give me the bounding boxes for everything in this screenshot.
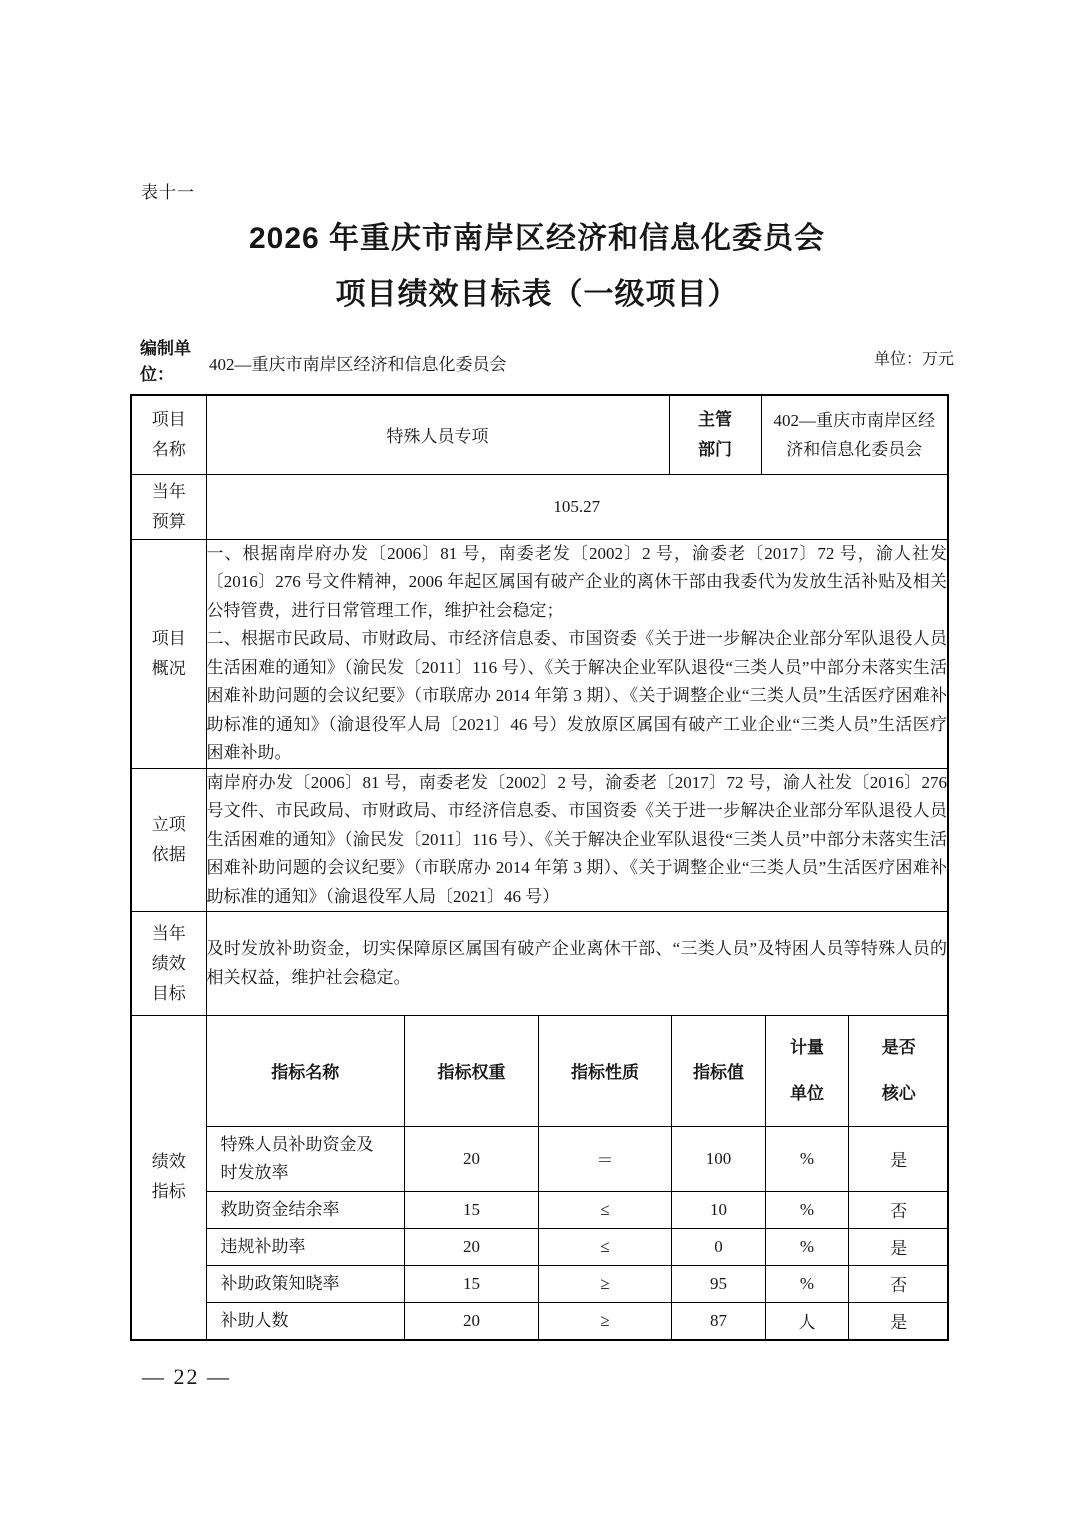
indicator-name: 补助政策知晓率: [207, 1265, 405, 1302]
table-row: [131, 395, 948, 474]
budget-value: 105.27: [206, 474, 948, 539]
indicator-weight: 20: [405, 1302, 539, 1339]
indicator-value: 0: [672, 1228, 766, 1265]
indicators-header-row: [207, 1016, 949, 1126]
overview-text: [206, 539, 948, 768]
indicator-name: 违规补助率: [207, 1228, 405, 1265]
row-label-project-name: 项目名称: [131, 395, 206, 474]
header-measure-unit: 计量单位: [766, 1016, 849, 1126]
prepared-by-value: 402—重庆市南岸区经济和信息化委员会: [209, 355, 507, 374]
overview-item-1: 一、根据南岸府办发〔2006〕81 号，南委老发〔2002〕2 号，渝委老〔2017〕72 号，渝人社发〔2016〕276 号文件精神，2006 年起区属国有破产企业的离休干部由我委代为发放生活补贴及相关公特管费，进行日常管理工作，维护社会稳定；: [206, 543, 947, 620]
indicators-table: [207, 1016, 949, 1339]
performance-target-table: [130, 394, 949, 1341]
indicator-value: 87: [672, 1302, 766, 1339]
indicator-row: [207, 1265, 949, 1302]
header-indicator-name: 指标名称: [207, 1016, 405, 1126]
table-row: [131, 474, 948, 539]
prepared-by-row: [0, 334, 1074, 392]
indicator-weight: 15: [405, 1191, 539, 1228]
overview-item-2: 二、根据市民政局、市财政局、市经济信息委、市国资委《关于进一步解决企业部分军队退役人员生活困难的通知》（渝民发〔2011〕116 号）、《关于解决企业军队退役“三类人员”中部分未落实生活困难补助问题的会议纪要》（市联席办 2014 年第 3 期）、《关于调整企业“三类人员”生活医疗困难补助标准的通知》（渝退役军人局〔2021〕46 号）发放原区属国有破产工业企业“三类人员”生活医疗困难补助。: [206, 629, 947, 762]
indicator-weight: 20: [405, 1126, 539, 1191]
indicator-nature: ≥: [539, 1302, 672, 1339]
indicator-weight: 20: [405, 1228, 539, 1265]
row-label-indicators: 绩效指标: [131, 1016, 206, 1340]
indicator-row: [207, 1302, 949, 1339]
indicator-row: [207, 1126, 949, 1191]
table-row: [131, 1016, 948, 1340]
header-indicator-nature: 指标性质: [539, 1016, 672, 1126]
header-indicator-weight: 指标权重: [405, 1016, 539, 1126]
indicator-core: 否: [849, 1191, 949, 1228]
row-label-overview: 项目概况: [131, 539, 206, 768]
indicators-cell: [206, 1016, 948, 1340]
indicator-core: 是: [849, 1228, 949, 1265]
indicator-nature: ≥: [539, 1265, 672, 1302]
indicator-unit: %: [766, 1126, 849, 1191]
indicator-value: 10: [672, 1191, 766, 1228]
indicator-nature: ≤: [539, 1228, 672, 1265]
header-is-core: 是否核心: [849, 1016, 949, 1126]
indicator-core: 否: [849, 1265, 949, 1302]
row-label-annual-goal: 当年绩效目标: [131, 912, 206, 1016]
header-indicator-value: 指标值: [672, 1016, 766, 1126]
table-row: [131, 768, 948, 912]
document-title: [0, 222, 1074, 312]
indicator-value: 95: [672, 1265, 766, 1302]
indicator-core: 是: [890, 1313, 908, 1332]
indicator-unit: 人: [766, 1302, 849, 1339]
table-row: [131, 539, 948, 768]
row-label-budget: 当年预算: [131, 474, 206, 539]
indicator-row: [207, 1191, 949, 1228]
indicator-core: 是: [849, 1126, 949, 1191]
indicator-name: 救助资金结余率: [207, 1191, 405, 1228]
indicator-name: 补助人数: [207, 1302, 405, 1339]
indicator-unit: %: [766, 1191, 849, 1228]
document-title-line2: 项目绩效目标表（一级项目）: [335, 278, 739, 311]
page-number: — 22 —: [142, 1364, 231, 1389]
indicator-name: 特殊人员补助资金及时发放率: [207, 1126, 405, 1191]
prepared-by-label: 编制单位：: [140, 339, 191, 384]
indicator-unit: %: [766, 1228, 849, 1265]
indicator-value: 100: [672, 1126, 766, 1191]
indicator-nature: ≤: [539, 1191, 672, 1228]
currency-unit-note: 单位：万元: [873, 351, 954, 368]
indicator-weight: 15: [405, 1265, 539, 1302]
indicator-nature: ＝: [539, 1126, 672, 1191]
indicator-row: [207, 1228, 949, 1265]
document-title-line1: 2026 年重庆市南岸区经济和信息化委员会: [248, 222, 826, 255]
project-name-value: 特殊人员专项: [206, 395, 669, 474]
table-sequence-label: 表十一: [141, 183, 195, 202]
annual-goal-text: 及时发放补助资金，切实保障原区属国有破产企业离休干部、“三类人员”及特困人员等特殊人员的相关权益，维护社会稳定。: [206, 912, 948, 1016]
basis-text: 南岸府办发〔2006〕81 号，南委老发〔2002〕2 号，渝委老〔2017〕72 号，渝人社发〔2016〕276 号文件、市民政局、市财政局、市经济信息委、市国资委《关于进一步解决企业部分军队退役人员生活困难的通知》（渝民发〔2011〕116 号）、《关于解决企业军队退役“三类人员”中部分未落实生活困难补助问题的会议纪要》（市联席办 2014 年第 3 期）、《关于调整企业“三类人员”生活医疗困难补助标准的通知》（渝退役军人局〔2021〕46 号）: [206, 768, 948, 912]
row-label-basis: 立项依据: [131, 768, 206, 912]
indicator-unit: %: [766, 1265, 849, 1302]
competent-dept-value: 402—重庆市南岸区经济和信息化委员会: [761, 395, 948, 474]
competent-dept-label: 主管部门: [669, 395, 761, 474]
table-row: [131, 912, 948, 1016]
